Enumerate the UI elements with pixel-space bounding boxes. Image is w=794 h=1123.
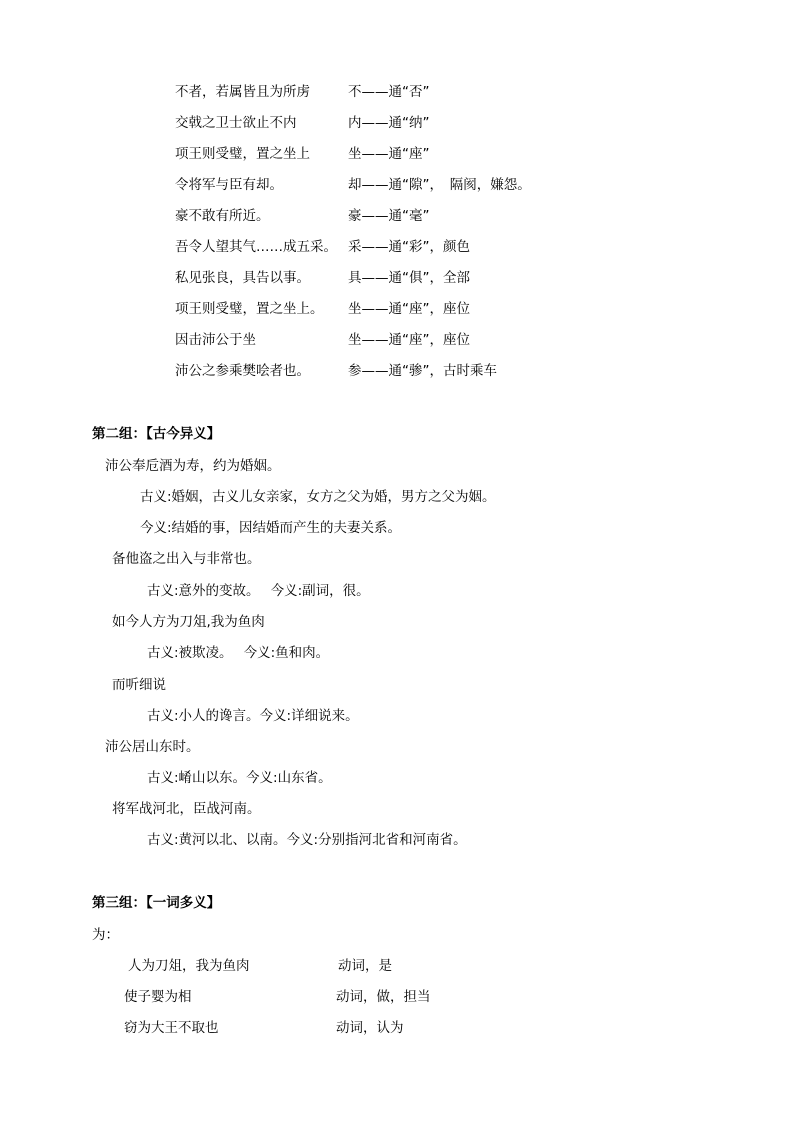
tongjia-note: 坐——通“座”，座位 [348, 332, 470, 348]
tongjia-sentence: 私见张良，具告以事。 [175, 270, 310, 286]
group3-sentence: 使子婴为相 [124, 989, 192, 1005]
group3-meaning: 动词，做，担当 [336, 989, 431, 1005]
group2-ancient-meaning: 古义:婚姻，古义儿女亲家，女方之父为婚，男方之父为姻。 [140, 489, 496, 505]
group3-meaning: 动词，是 [338, 958, 392, 974]
group2-sentence: 备他盗之出入与非常也。 [112, 551, 261, 567]
tongjia-sentence: 不者，若属皆且为所虏 [175, 84, 310, 100]
tongjia-note: 不——通“否” [348, 84, 430, 100]
group2-heading: 第二组：【古今异义】 [92, 426, 221, 442]
group3-meaning: 动词，认为 [336, 1020, 404, 1036]
tongjia-note: 参——通“骖”，古时乘车 [348, 363, 497, 379]
tongjia-note: 坐——通“座”，座位 [348, 301, 470, 317]
tongjia-note: 内——通“纳” [348, 115, 430, 131]
group3-word: 为： [92, 927, 119, 943]
group2-note: 古义:意外的变故。 今义:副词，很。 [147, 583, 370, 599]
group3-heading: 第三组：【一词多义】 [92, 895, 221, 911]
tongjia-note: 具——通“俱”，全部 [348, 270, 470, 286]
group3-sentence: 人为刀俎，我为鱼肉 [128, 958, 250, 974]
tongjia-sentence: 交戟之卫士欲止不内 [175, 115, 297, 131]
group2-note: 古义:被欺凌。 今义:鱼和肉。 [147, 645, 330, 661]
group3-sentence: 窃为大王不取也 [124, 1020, 219, 1036]
tongjia-sentence: 因击沛公于坐 [175, 332, 256, 348]
tongjia-sentence: 项王则受璧，置之坐上。 [175, 301, 324, 317]
tongjia-note: 坐——通“座” [348, 146, 430, 162]
tongjia-sentence: 令将军与臣有却。 [175, 177, 283, 193]
group2-sentence: 沛公居山东时。 [105, 739, 200, 755]
group2-note: 古义:崤山以东。今义:山东省。 [147, 770, 332, 786]
tongjia-sentence: 豪不敢有所近。 [175, 208, 270, 224]
tongjia-note: 采——通“彩”，颜色 [348, 239, 470, 255]
tongjia-note: 豪——通“毫” [348, 208, 430, 224]
tongjia-sentence: 沛公之参乘樊哙者也。 [175, 363, 310, 379]
group2-sentence: 沛公奉卮酒为寿，约为婚姻。 [105, 458, 281, 474]
tongjia-sentence: 吾令人望其气……成五采。 [175, 239, 337, 255]
group2-sentence: 而听细说 [112, 677, 166, 693]
group2-modern-meaning: 今义:结婚的事，因结婚而产生的夫妻关系。 [140, 520, 402, 536]
group2-note: 古义:小人的谗言。今义:详细说来。 [147, 708, 359, 724]
group2-note: 古义:黄河以北、以南。今义:分别指河北省和河南省。 [147, 832, 467, 848]
group2-sentence: 如今人方为刀俎,我为鱼肉 [112, 614, 265, 630]
tongjia-note: 却——通“隙”， 隔阂，嫌怨。 [348, 177, 531, 193]
tongjia-sentence: 项王则受璧，置之坐上 [175, 146, 310, 162]
group2-sentence: 将军战河北，臣战河南。 [112, 801, 261, 817]
